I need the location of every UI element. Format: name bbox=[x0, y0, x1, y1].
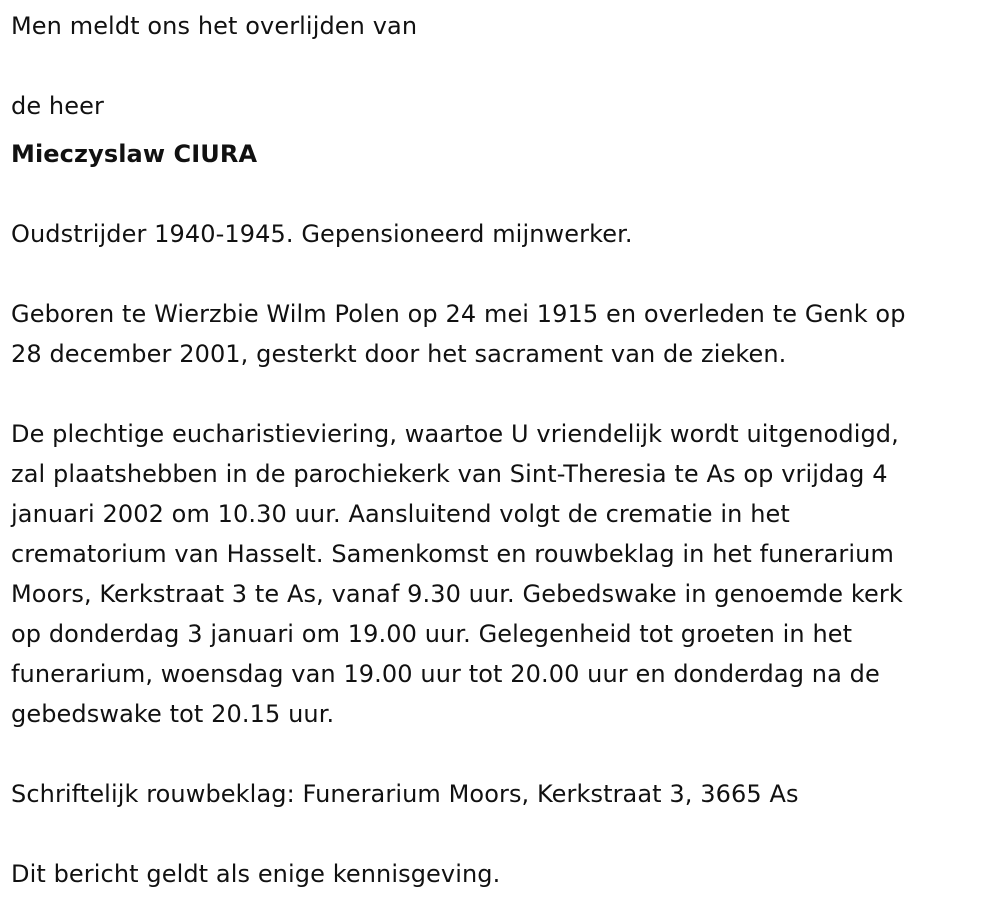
salutation-text: de heer bbox=[11, 92, 104, 120]
birth-death-paragraph bbox=[11, 294, 906, 374]
ceremony-line: De plechtige eucharistieviering, waartoe U vriendelijk wordt uitgenodigd, bbox=[11, 420, 899, 448]
ceremony-line: januari 2002 om 10.30 uur. Aansluitend volgt de crematie in het bbox=[11, 500, 790, 528]
birth-death-line: Geboren te Wierzbie Wilm Polen op 24 mei 1915 en overleden te Genk op bbox=[11, 300, 906, 328]
occupation-text: Oudstrijder 1940-1945. Gepensioneerd mijnwerker. bbox=[11, 220, 633, 248]
closing-text: Dit bericht geldt als enige kennisgeving. bbox=[11, 860, 501, 888]
ceremony-line: crematorium van Hasselt. Samenkomst en rouwbeklag in het funerarium bbox=[11, 540, 894, 568]
ceremony-line: Moors, Kerkstraat 3 te As, vanaf 9.30 uur. Gebedswake in genoemde kerk bbox=[11, 580, 903, 608]
deceased-name: Mieczyslaw CIURA bbox=[11, 140, 258, 168]
birth-death-line: 28 december 2001, gesterkt door het sacrament van de zieken. bbox=[11, 340, 787, 368]
ceremony-line: funerarium, woensdag van 19.00 uur tot 20.00 uur en donderdag na de bbox=[11, 660, 880, 688]
condolences-text: Schriftelijk rouwbeklag: Funerarium Moors, Kerkstraat 3, 3665 As bbox=[11, 780, 799, 808]
intro-text: Men meldt ons het overlijden van bbox=[11, 12, 418, 40]
ceremony-line: op donderdag 3 januari om 19.00 uur. Gelegenheid tot groeten in het bbox=[11, 620, 853, 648]
ceremony-paragraph bbox=[11, 414, 903, 734]
ceremony-line: gebedswake tot 20.15 uur. bbox=[11, 700, 335, 728]
ceremony-line: zal plaatshebben in de parochiekerk van Sint-Theresia te As op vrijdag 4 bbox=[11, 460, 888, 488]
